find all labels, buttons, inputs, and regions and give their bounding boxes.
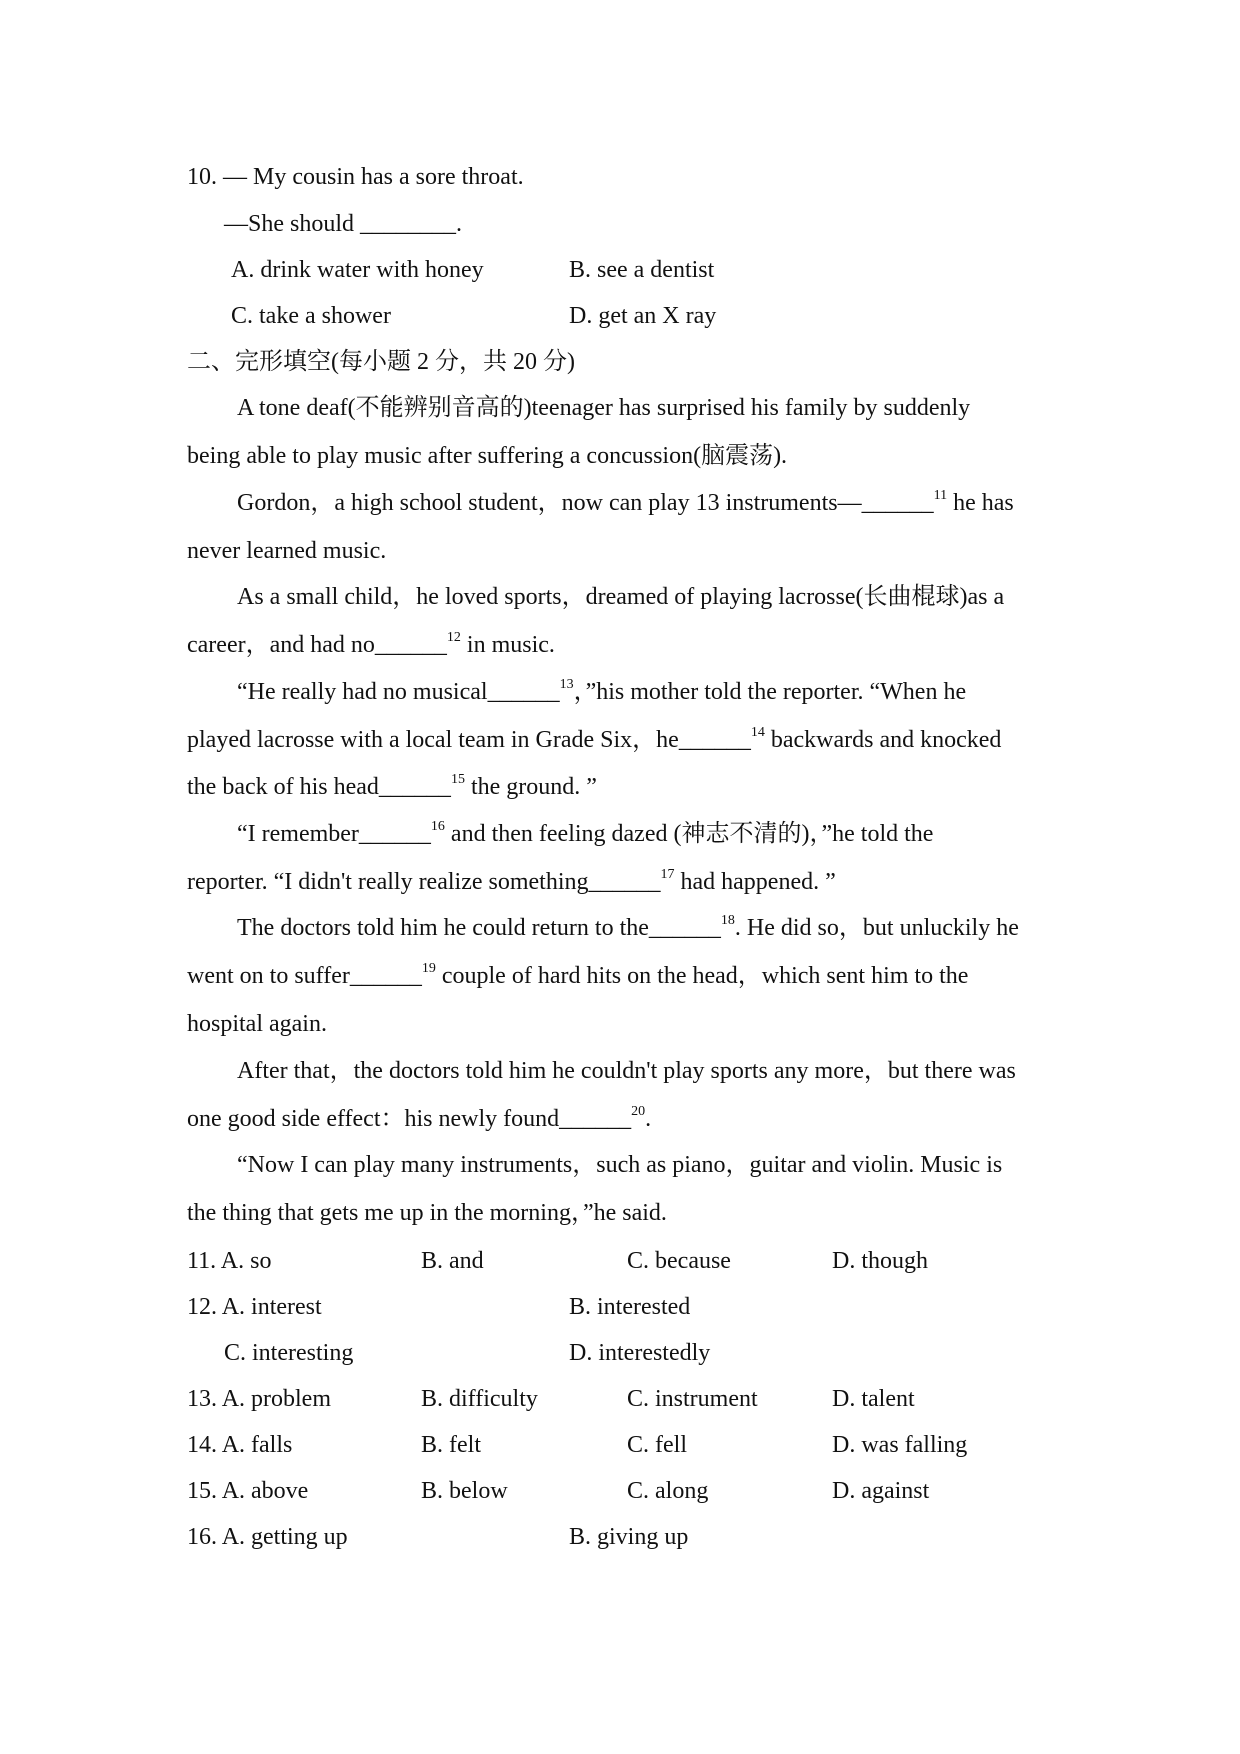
question-row — [187, 1430, 292, 1460]
passage-text: in music. — [460, 632, 555, 658]
blank-number: 16 — [430, 819, 445, 834]
question-number: 13. — [187, 1386, 217, 1412]
blank-number: 13 — [559, 677, 574, 692]
question-row — [187, 1384, 331, 1414]
passage-line: After that，the doctors told him he couldn't play sports any more，but there was — [237, 1058, 1016, 1084]
passage-line — [237, 677, 966, 707]
option-c: C. interesting — [224, 1340, 354, 1366]
option-b: B. interested — [569, 1294, 691, 1320]
blank-number: 17 — [660, 867, 675, 882]
passage-line — [187, 961, 968, 991]
blank-number: 12 — [446, 630, 461, 645]
section-heading: 二、完形填空(每小题 2 分，共 20 分) — [187, 349, 575, 375]
passage-line: never learned music. — [187, 538, 387, 564]
option-c: C. because — [627, 1248, 731, 1274]
blank-number: 19 — [421, 961, 436, 976]
option-a: A. above — [221, 1478, 309, 1504]
question-row — [187, 1246, 271, 1276]
option-b: B. below — [421, 1478, 508, 1504]
q10-option-c: C. take a shower — [231, 303, 391, 329]
passage-text: went on to suffer______ — [187, 963, 422, 989]
passage-line — [187, 1104, 651, 1134]
option-c: C. fell — [627, 1432, 687, 1458]
passage-text: the back of his head______ — [187, 774, 451, 800]
option-d: D. was falling — [832, 1432, 968, 1458]
blank-number: 15 — [450, 772, 465, 787]
passage-line — [237, 913, 1019, 943]
passage-text: Gordon，a high school student，now can play 13 instruments—______ — [237, 490, 934, 516]
passage-line — [237, 488, 1014, 518]
passage-text: backwards and knocked — [764, 727, 1002, 753]
q10-stem: 10. — My cousin has a sore throat. — [187, 164, 524, 190]
question-number: 12. — [187, 1294, 217, 1320]
option-a: A. problem — [221, 1386, 331, 1412]
q10-option-a: A. drink water with honey — [231, 257, 484, 283]
passage-line: being able to play music after suffering a concussion(脑震荡). — [187, 443, 788, 469]
passage-text: . — [645, 1106, 652, 1132]
option-a: A. interest — [221, 1294, 322, 1320]
question-number: 15. — [187, 1478, 217, 1504]
option-b: B. difficulty — [421, 1386, 538, 1412]
passage-text: he has — [947, 490, 1014, 516]
passage-text: . He did so，but unluckily he — [734, 915, 1019, 941]
question-row — [187, 1522, 348, 1552]
blank-number: 20 — [631, 1104, 646, 1119]
passage-line: the thing that gets me up in the morning，”he said. — [187, 1200, 667, 1226]
passage-line — [187, 867, 836, 897]
passage-line — [237, 819, 933, 849]
question-number: 16. — [187, 1524, 217, 1550]
passage-line — [187, 630, 555, 660]
blank-number: 11 — [933, 488, 948, 503]
question-number: 11. — [187, 1248, 217, 1274]
blank-number: 18 — [720, 913, 735, 928]
option-a: A. getting up — [221, 1524, 348, 1550]
option-b: B. felt — [421, 1432, 481, 1458]
passage-line: A tone deaf(不能辨别音高的)teenager has surprised his family by suddenly — [237, 395, 971, 421]
passage-text: played lacrosse with a local team in Grade Six，he______ — [187, 727, 751, 753]
passage-text: had happened. ” — [674, 869, 836, 895]
option-d: D. though — [832, 1248, 928, 1274]
passage-text: ，”his mother told the reporter. “When he — [573, 679, 967, 705]
passage-text: one good side effect：his newly found______ — [187, 1106, 632, 1132]
passage-text: career，and had no______ — [187, 632, 447, 658]
option-d: D. talent — [832, 1386, 915, 1412]
passage-line: As a small child，he loved sports，dreamed of playing lacrosse(长曲棍球)as a — [237, 584, 1005, 610]
passage-line — [187, 772, 597, 802]
option-d: D. interestedly — [569, 1340, 711, 1366]
passage-line: hospital again. — [187, 1011, 327, 1037]
passage-text: reporter. “I didn't really realize something______ — [187, 869, 661, 895]
option-a: A. falls — [221, 1432, 293, 1458]
option-a: A. so — [220, 1248, 272, 1274]
option-c: C. along — [627, 1478, 709, 1504]
question-row — [187, 1476, 308, 1506]
passage-text: couple of hard hits on the head，which sent him to the — [435, 963, 969, 989]
option-b: B. giving up — [569, 1524, 689, 1550]
option-b: B. and — [421, 1248, 484, 1274]
q10-reply: —She should ________. — [224, 211, 463, 237]
question-row — [187, 1292, 322, 1322]
blank-number: 14 — [750, 725, 765, 740]
passage-text: the ground. ” — [464, 774, 597, 800]
option-d: D. against — [832, 1478, 930, 1504]
passage-text: “He really had no musical______ — [237, 679, 560, 705]
passage-text: The doctors told him he could return to the______ — [237, 915, 721, 941]
q10-option-d: D. get an X ray — [569, 303, 717, 329]
passage-text: and then feeling dazed (神志不清的)，”he told the — [444, 821, 934, 847]
passage-line: “Now I can play many instruments，such as piano，guitar and violin. Music is — [237, 1152, 1003, 1178]
question-number: 14. — [187, 1432, 217, 1458]
q10-option-b: B. see a dentist — [569, 257, 715, 283]
passage-line — [187, 725, 1001, 755]
passage-text: “I remember______ — [237, 821, 431, 847]
option-c: C. instrument — [627, 1386, 758, 1412]
